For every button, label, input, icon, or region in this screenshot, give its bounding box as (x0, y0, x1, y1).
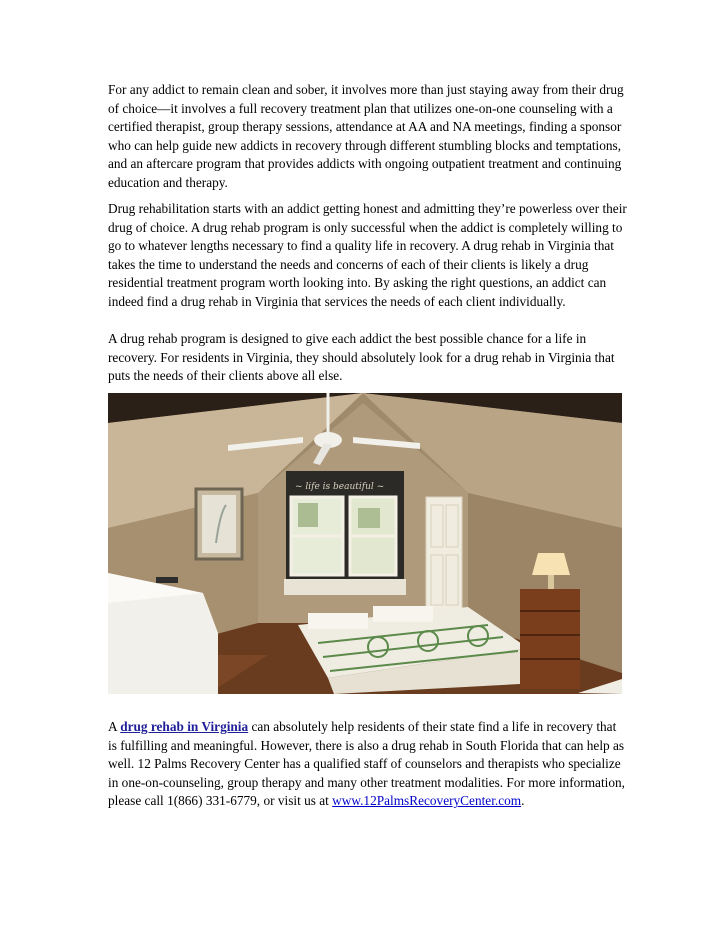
closing-lead: A (108, 719, 121, 734)
closing-middle: can absolutely help residents of their state find a life in recovery that is fulfilling and meaningful. However, there is also a drug rehab in South Florida that can help as well. 12 Palms Recovery Center has a qualified staff of counselors and therapists who specialize in one-on-counseling, group therapy and many other treatment modalities. For more information, please call 1(866) 331-6779, or visit us at (108, 719, 625, 809)
paragraph-recovery-plan: For any addict to remain clean and sober, it involves more than just staying away from their drug of choice—it involves a full recovery treatment plan that utilizes one-on-one counseling with a certified therapist, group therapy sessions, attendance at AA and NA meetings, finding a sponsor who can help guide new addicts in recovery through different stumbling blocks and temptations, and an aftercare program that provides addicts with ongoing outpatient treatment and continuing education and therapy. (108, 82, 624, 190)
paragraph-drug-rehabilitation: Drug rehabilitation starts with an addict getting honest and admitting they’re powerless over their drug of choice. A drug rehab program is only successful when the addict is completely willing to go to whatever lengths necessary to find a quality life in recovery. A drug rehab in Virginia that takes the time to understand the needs and concerns of each of their clients is likely a drug residential treatment program worth looking into. By asking the right questions, an addict can indeed find a drug rehab in Virginia that services the needs of each client individually. (108, 201, 627, 309)
svg-text:~ life is beautiful ~: ~ life is beautiful ~ (295, 482, 385, 492)
paragraph-rehab-program: A drug rehab program is designed to give each addict the best possible chance for a life in recovery. For residents in Virginia, they should absolutely look for a drug rehab in Virginia that puts the needs of their clients above all else. (108, 331, 615, 384)
recovery-center-url-link[interactable]: www.12PalmsRecoveryCenter.com (332, 793, 522, 809)
paragraph-closing (108, 718, 628, 811)
drug-rehab-virginia-link[interactable]: drug rehab in Virginia (120, 719, 249, 734)
bedroom-photo (108, 393, 622, 694)
closing-end: . (521, 793, 525, 809)
